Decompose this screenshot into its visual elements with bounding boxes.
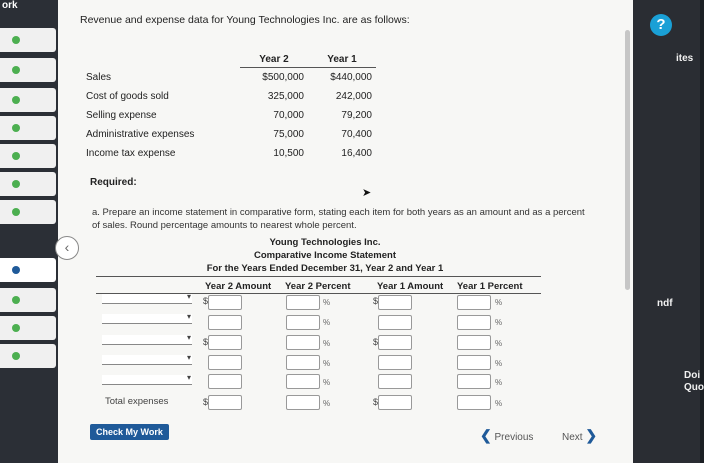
row-year2: 10,500 [273,148,304,159]
row-year1: $440,000 [330,72,372,83]
dollar-sign: $ [373,296,379,306]
current-icon [12,266,20,274]
col-y2-percent: Year 2 Percent [285,281,351,292]
check-my-work-button[interactable]: Check My Work [90,424,169,440]
complete-icon [12,96,20,104]
col-y1-percent: Year 1 Percent [457,281,523,292]
y1-percent-input[interactable] [457,295,491,310]
rail-top-text: ork [2,0,18,11]
y2-percent-input[interactable] [286,315,320,330]
complete-icon [12,180,20,188]
percent-sign: % [323,399,331,408]
header-year1: Year 1 [308,52,376,68]
complete-icon [12,124,20,132]
y2-percent-input[interactable] [286,295,320,310]
row-year1: 16,400 [341,148,372,159]
rail-item-active[interactable] [0,258,56,282]
account-dropdown[interactable] [102,355,192,365]
dollar-sign: $ [203,296,209,306]
percent-sign: % [495,378,503,387]
col-y1-amount: Year 1 Amount [377,281,444,292]
chevron-left-icon[interactable]: ‹ [55,236,79,260]
account-dropdown[interactable] [102,375,192,385]
side-text: Quo [684,382,704,393]
y1-percent-input[interactable] [457,315,491,330]
side-text: ites [676,53,694,64]
side-text: ndf [657,298,673,309]
percent-sign: % [495,359,503,368]
statement-title: Comparative Income Statement [253,250,396,261]
rail-item[interactable] [0,172,56,196]
rail-item[interactable] [0,88,56,112]
row-year2: 325,000 [267,91,304,102]
row-label: Cost of goods sold [86,91,169,102]
dollar-sign: $ [203,337,209,347]
dollar-sign: $ [203,397,209,407]
rail-item[interactable] [0,344,56,368]
y2-amount-input[interactable] [208,335,242,350]
row-label: Selling expense [86,110,157,121]
y1-percent-input[interactable] [457,374,491,389]
right-panel [633,0,700,463]
account-dropdown[interactable] [102,314,192,324]
percent-sign: % [323,339,331,348]
previous-button[interactable]: ❮ Previous [480,427,534,443]
chevron-left-icon: ❮ [480,427,492,443]
instruction-text: a. Prepare an income statement in comparative form, stating each item for both years as an amount and as a percent of sales. Round percentage amounts to nearest whole percent. [92,207,585,231]
next-button[interactable]: Next ❯ [562,427,598,443]
y2-total-percent-input[interactable] [286,395,320,410]
percent-sign: % [495,399,503,408]
complete-icon [12,152,20,160]
divider [96,276,541,277]
y1-amount-input[interactable] [378,374,412,389]
percent-sign: % [495,318,503,327]
help-icon[interactable]: ? [650,14,672,36]
chevron-down-icon: ▾ [186,353,191,362]
complete-icon [12,36,20,44]
rail-item[interactable] [0,316,56,340]
left-rail [0,0,58,463]
revenue-expense-table [82,52,376,163]
rail-item[interactable] [0,288,56,312]
complete-icon [12,208,20,216]
header-year2: Year 2 [240,52,308,68]
row-year2: 75,000 [273,129,304,140]
complete-icon [12,324,20,332]
row-year2: $500,000 [262,72,304,83]
percent-sign: % [323,359,331,368]
y1-amount-input[interactable] [378,355,412,370]
account-dropdown[interactable] [102,294,192,304]
rail-item[interactable] [0,58,56,82]
y1-amount-input[interactable] [378,335,412,350]
y1-percent-input[interactable] [457,335,491,350]
rail-item[interactable] [0,144,56,168]
col-y2-amount: Year 2 Amount [205,281,272,292]
percent-sign: % [323,378,331,387]
percent-sign: % [323,318,331,327]
complete-icon [12,66,20,74]
intro-text: Revenue and expense data for Young Technologies Inc. are as follows: [80,14,410,26]
complete-icon [12,352,20,360]
row-year2: 70,000 [273,110,304,121]
dollar-sign: $ [373,337,379,347]
complete-icon [12,296,20,304]
chevron-down-icon: ▾ [186,292,191,301]
y2-amount-input[interactable] [208,295,242,310]
row-year1: 242,000 [335,91,372,102]
y2-total-input[interactable] [208,395,242,410]
y1-percent-input[interactable] [457,355,491,370]
y1-total-percent-input[interactable] [457,395,491,410]
account-dropdown[interactable] [102,335,192,345]
row-label: Income tax expense [86,148,176,159]
row-label: Administrative expenses [86,129,195,140]
y2-amount-input[interactable] [208,355,242,370]
required-label: Required: [90,177,137,188]
percent-sign: % [495,339,503,348]
mouse-cursor-icon: ➤ [362,187,372,199]
total-expenses-label: Total expenses [105,396,169,407]
chevron-down-icon: ▾ [186,312,191,321]
rail-item[interactable] [0,200,56,224]
chevron-right-icon: ❯ [585,427,598,443]
y1-amount-input[interactable] [378,315,412,330]
row-year1: 79,200 [341,110,372,121]
y1-amount-input[interactable] [378,295,412,310]
row-label: Sales [86,71,112,83]
y2-percent-input[interactable] [286,374,320,389]
y2-amount-input[interactable] [208,374,242,389]
dollar-sign: $ [373,397,379,407]
chevron-down-icon: ▾ [186,373,191,382]
y1-total-input[interactable] [378,395,412,410]
y2-amount-input[interactable] [208,315,242,330]
row-year1: 70,400 [341,129,372,140]
percent-sign: % [323,298,331,307]
statement-period: For the Years Ended December 31, Year 2 and Year 1 [206,263,444,274]
side-text: Doi [684,370,701,381]
rail-item[interactable] [0,28,56,52]
rail-item[interactable] [0,116,56,140]
percent-sign: % [495,298,503,307]
scrollbar[interactable] [625,30,630,290]
chevron-down-icon: ▾ [186,333,191,342]
y2-percent-input[interactable] [286,335,320,350]
y2-percent-input[interactable] [286,355,320,370]
statement-company: Young Technologies Inc. [269,237,381,248]
